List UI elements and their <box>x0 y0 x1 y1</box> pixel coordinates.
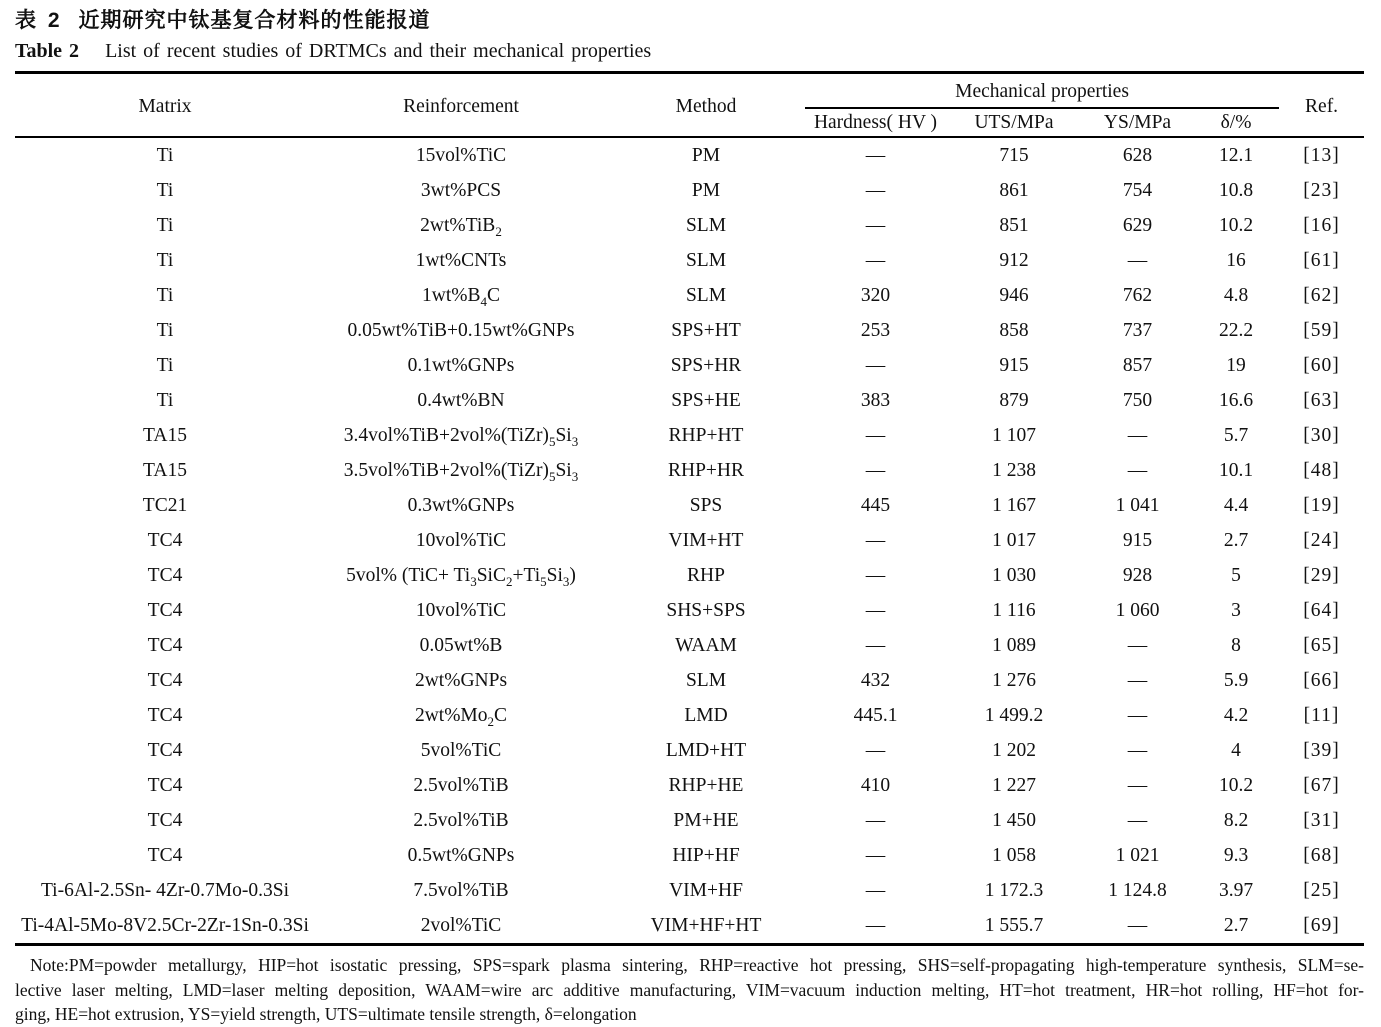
table-row <box>15 278 1364 313</box>
cell-uts: 1 555.7 <box>984 914 1044 936</box>
cell-method: HIP+HF <box>672 844 740 866</box>
cell-hardness: — <box>865 634 886 656</box>
cell-ys: 928 <box>1122 564 1153 586</box>
table-title-zh-label: 表 2 <box>15 9 63 32</box>
cell-ref: [65] <box>1303 634 1340 656</box>
cell-method: VIM+HF+HT <box>650 914 762 936</box>
cell-method: SLM <box>685 669 727 691</box>
cell-ref: [67] <box>1303 774 1340 796</box>
cell-ys: 1 021 <box>1115 844 1160 866</box>
table-row <box>15 208 1364 243</box>
cell-uts: 1 450 <box>992 809 1036 831</box>
cell-delta: 10.2 <box>1218 774 1254 796</box>
cell-reinforcement: 0.5wt%GNPs <box>407 844 515 866</box>
cell-matrix: TC4 <box>147 844 183 866</box>
cell-delta: 16.6 <box>1218 389 1254 411</box>
cell-uts: 1 167 <box>992 494 1036 516</box>
cell-reinforcement: 7.5vol%TiB <box>413 879 509 901</box>
cell-delta: 5.7 <box>1223 424 1249 446</box>
cell-ref: [23] <box>1303 179 1340 201</box>
cell-hardness: — <box>865 599 886 621</box>
cell-method: VIM+HF <box>669 879 743 901</box>
table-row <box>15 803 1364 838</box>
cell-reinforcement: 2wt%TiB$_2$ <box>420 214 502 239</box>
table-body <box>15 137 1364 945</box>
cell-hardness: — <box>865 214 886 236</box>
table-row <box>15 558 1364 593</box>
cell-matrix: Ti <box>156 389 174 411</box>
cell-ref: [60] <box>1303 354 1340 376</box>
cell-method: VIM+HT <box>668 529 744 551</box>
cell-uts: 1 030 <box>992 564 1036 586</box>
cell-delta: 3.97 <box>1218 879 1254 901</box>
table-row <box>15 908 1364 945</box>
table-row <box>15 488 1364 523</box>
cell-delta: 5 <box>1231 564 1241 586</box>
cell-ref: [25] <box>1303 879 1340 901</box>
cell-ys: 762 <box>1122 284 1153 306</box>
cell-ys: 1 124.8 <box>1108 879 1167 901</box>
table-row <box>15 873 1364 908</box>
cell-ys: — <box>1127 634 1148 656</box>
cell-delta: 4.4 <box>1223 494 1249 516</box>
cell-reinforcement: 2.5vol%TiB <box>413 774 509 796</box>
cell-method: SPS <box>689 494 723 516</box>
table-row <box>15 628 1364 663</box>
cell-matrix: TC4 <box>147 529 183 551</box>
table-row <box>15 768 1364 803</box>
column-header-reinforcement: Reinforcement <box>403 95 519 117</box>
cell-ys: — <box>1127 669 1148 691</box>
cell-delta: 4.2 <box>1223 704 1249 726</box>
cell-uts: 715 <box>999 144 1029 166</box>
cell-uts: 1 499.2 <box>984 704 1044 726</box>
table-row <box>15 698 1364 733</box>
table-row <box>15 313 1364 348</box>
cell-ys: — <box>1127 704 1148 726</box>
cell-ys: — <box>1127 914 1148 936</box>
cell-matrix: TA15 <box>143 424 187 446</box>
cell-reinforcement: 15vol%TiC <box>415 144 507 166</box>
cell-uts: 1 116 <box>992 599 1036 621</box>
cell-ys: 737 <box>1122 319 1153 341</box>
column-header-method: Method <box>675 95 737 117</box>
cell-hardness: 253 <box>860 319 891 341</box>
cell-hardness: — <box>865 249 886 271</box>
cell-uts: 879 <box>999 389 1029 411</box>
cell-reinforcement: 10vol%TiC <box>415 529 507 551</box>
cell-ys: 1 060 <box>1115 599 1160 621</box>
column-header-ys: YS/MPa <box>1103 111 1172 133</box>
cell-hardness: — <box>865 879 886 901</box>
cell-ref: [39] <box>1303 739 1340 761</box>
note-line-2: lective laser melting, LMD=laser melting deposition, WAAM=wire arc additive manufacturing, VIM=vacuum induction melting, HT=hot treatment, HR=hot rolling, HF=hot for- <box>15 979 1364 1000</box>
table-title-zh-text: 近期研究中钛基复合材料的性能报道 <box>78 9 431 32</box>
cell-delta: 4 <box>1231 739 1241 761</box>
cell-method: LMD <box>684 704 728 726</box>
cell-matrix: TC4 <box>147 704 183 726</box>
properties-table <box>15 71 1364 946</box>
cell-hardness: 410 <box>860 774 891 796</box>
cell-delta: 16 <box>1226 249 1246 271</box>
cell-method: RHP+HR <box>667 459 745 481</box>
cell-matrix: TC21 <box>142 494 188 516</box>
cell-matrix: Ti <box>156 179 174 201</box>
cell-ref: [19] <box>1303 494 1340 516</box>
cell-matrix: TC4 <box>147 599 183 621</box>
cell-ys: — <box>1127 249 1148 271</box>
table-row <box>15 733 1364 768</box>
column-header-matrix: Matrix <box>138 95 192 117</box>
cell-matrix: TC4 <box>147 774 183 796</box>
cell-matrix: TC4 <box>147 564 183 586</box>
table-title-en-label: Table 2 <box>15 40 80 62</box>
cell-delta: 10.1 <box>1218 459 1254 481</box>
cell-ref: [62] <box>1303 284 1340 306</box>
column-group-mechanical-properties: Mechanical properties <box>805 73 1279 109</box>
cell-ys: — <box>1127 424 1148 446</box>
cell-reinforcement: $1wt\%B_4C$ <box>421 284 500 309</box>
cell-matrix: Ti <box>156 354 174 376</box>
note-line-3: ging, HE=hot extrusion, YS=yield strength, UTS=ultimate tensile strength, δ=elongation <box>15 1004 637 1024</box>
cell-uts: 1 089 <box>992 634 1036 656</box>
cell-ref: [59] <box>1303 319 1340 341</box>
cell-method: PM <box>691 179 721 201</box>
table-title-en <box>15 38 1364 64</box>
cell-method: SLM <box>685 284 727 306</box>
cell-ref: [63] <box>1303 389 1340 411</box>
cell-ref: [30] <box>1303 424 1340 446</box>
cell-reinforcement: 0.05wt%TiB+0.15wt%GNPs <box>347 319 575 341</box>
cell-method: SPS+HT <box>671 319 741 341</box>
cell-reinforcement: 0.4wt%BN <box>417 389 505 411</box>
cell-method: SLM <box>685 249 727 271</box>
table-title-zh <box>15 6 1364 36</box>
cell-uts: 915 <box>999 354 1029 376</box>
cell-hardness: — <box>865 179 886 201</box>
cell-method: RHP+HT <box>668 424 744 446</box>
table-row <box>15 663 1364 698</box>
cell-hardness: — <box>865 459 886 481</box>
cell-uts: 861 <box>999 179 1029 201</box>
table-header <box>15 73 1364 138</box>
cell-ref: [64] <box>1303 599 1340 621</box>
cell-uts: 858 <box>999 319 1029 341</box>
cell-uts: 1 227 <box>992 774 1036 796</box>
cell-reinforcement: 2.5vol%TiB <box>413 809 509 831</box>
cell-reinforcement: 2vol%TiC <box>420 914 502 936</box>
table-row <box>15 173 1364 208</box>
cell-ys: 915 <box>1122 529 1153 551</box>
cell-uts: 946 <box>999 284 1029 306</box>
cell-method: SPS+HE <box>671 389 741 411</box>
cell-reinforcement: 0.1wt%GNPs <box>407 354 515 376</box>
cell-delta: 12.1 <box>1218 144 1254 166</box>
cell-method: RHP <box>687 564 725 586</box>
cell-hardness: — <box>865 914 886 936</box>
table-row <box>15 348 1364 383</box>
cell-ys: 1 041 <box>1115 494 1160 516</box>
cell-delta: 3 <box>1231 599 1241 621</box>
cell-method: SPS+HR <box>670 354 742 376</box>
cell-matrix: Ti-6Al-2.5Sn- 4Zr-0.7Mo-0.3Si <box>40 879 290 901</box>
cell-matrix: Ti <box>156 319 174 341</box>
cell-ref: [11] <box>1303 704 1340 726</box>
cell-method: LMD+HT <box>665 739 747 761</box>
cell-matrix: Ti <box>156 214 174 236</box>
table-row <box>15 243 1364 278</box>
cell-matrix: Ti <box>156 249 174 271</box>
cell-ref: [31] <box>1303 809 1340 831</box>
cell-ys: 629 <box>1122 214 1153 236</box>
table-row <box>15 523 1364 558</box>
cell-reinforcement: 0.05wt%B <box>419 634 503 656</box>
cell-method: PM <box>691 144 721 166</box>
cell-ys: — <box>1127 774 1148 796</box>
cell-method: RHP+HE <box>668 774 744 796</box>
cell-ys: 628 <box>1122 144 1153 166</box>
cell-hardness: 383 <box>860 389 891 411</box>
table-row <box>15 838 1364 873</box>
cell-uts: 1 202 <box>992 739 1036 761</box>
cell-ys: 754 <box>1122 179 1153 201</box>
cell-uts: 912 <box>999 249 1029 271</box>
cell-matrix: Ti <box>156 284 174 306</box>
cell-hardness: — <box>865 529 886 551</box>
cell-delta: 19 <box>1226 354 1246 376</box>
cell-delta: 10.8 <box>1218 179 1254 201</box>
cell-delta: 2.7 <box>1223 529 1249 551</box>
cell-ref: [16] <box>1303 214 1340 236</box>
cell-reinforcement: $3.4vol\%TiB+2vol\%(TiZr)_5Si_3$ <box>343 424 579 449</box>
cell-hardness: — <box>865 424 886 446</box>
cell-reinforcement: 10vol%TiC <box>415 599 507 621</box>
cell-reinforcement: 1wt%CNTs <box>415 249 507 271</box>
cell-reinforcement: 3wt%PCS <box>420 179 502 201</box>
cell-ys: — <box>1127 809 1148 831</box>
cell-uts: 851 <box>999 214 1029 236</box>
table-title-en-text: List of recent studies of DRTMCs and their mechanical properties <box>105 40 652 62</box>
table-row <box>15 383 1364 418</box>
cell-ys: 750 <box>1122 389 1153 411</box>
cell-uts: 1 058 <box>992 844 1036 866</box>
cell-delta: 5.9 <box>1223 669 1249 691</box>
note-line-1: Note:PM=powder metallurgy, HIP=hot isostatic pressing, SPS=spark plasma sintering, RHP=reactive hot pressing, SHS=self-propagating high-temperature synthesis, SLM=se- <box>30 955 1364 975</box>
cell-matrix: Ti-4Al-5Mo-8V2.5Cr-2Zr-1Sn-0.3Si <box>21 914 309 936</box>
cell-delta: 8 <box>1231 634 1241 656</box>
cell-hardness: — <box>865 144 886 166</box>
cell-ref: [68] <box>1303 844 1340 866</box>
cell-hardness: — <box>865 739 886 761</box>
cell-matrix: TA15 <box>143 459 187 481</box>
table-note <box>15 953 1364 1027</box>
cell-matrix: TC4 <box>147 669 183 691</box>
cell-delta: 2.7 <box>1223 914 1249 936</box>
cell-delta: 4.8 <box>1223 284 1249 306</box>
cell-hardness: — <box>865 564 886 586</box>
cell-hardness: 432 <box>860 669 891 691</box>
cell-ys: — <box>1127 739 1148 761</box>
cell-ref: [13] <box>1303 144 1340 166</box>
table-row <box>15 418 1364 453</box>
cell-delta: 22.2 <box>1218 319 1254 341</box>
cell-matrix: TC4 <box>147 634 183 656</box>
cell-method: PM+HE <box>673 809 739 831</box>
cell-hardness: — <box>865 844 886 866</box>
cell-reinforcement: $3.5vol\%TiB+2vol\%(TiZr)_5Si_3$ <box>343 459 579 484</box>
table-row <box>15 453 1364 488</box>
column-header-delta: δ/% <box>1220 111 1252 133</box>
cell-reinforcement: 0.3wt%GNPs <box>407 494 515 516</box>
cell-ref: [29] <box>1303 564 1340 586</box>
column-header-hardness: Hardness( HV ) <box>813 111 938 133</box>
cell-matrix: Ti <box>156 144 174 166</box>
cell-reinforcement: 5vol%TiC <box>420 739 502 761</box>
cell-hardness: 320 <box>860 284 891 306</box>
cell-ref: [69] <box>1303 914 1340 936</box>
cell-uts: 1 276 <box>992 669 1036 691</box>
cell-hardness: — <box>865 354 886 376</box>
cell-method: SHS+SPS <box>666 599 746 621</box>
cell-uts: 1 172.3 <box>984 879 1044 901</box>
column-header-uts: UTS/MPa <box>974 111 1054 133</box>
table-row <box>15 137 1364 173</box>
cell-reinforcement: $2wt\%Mo_2C$ <box>414 704 508 729</box>
cell-ref: [66] <box>1303 669 1340 691</box>
cell-hardness: 445 <box>860 494 891 516</box>
cell-hardness: — <box>865 809 886 831</box>
cell-matrix: TC4 <box>147 739 183 761</box>
cell-hardness: 445.1 <box>853 704 898 726</box>
column-header-ref: Ref. <box>1305 95 1339 117</box>
cell-ref: [24] <box>1303 529 1340 551</box>
cell-method: SLM <box>685 214 727 236</box>
cell-ys: — <box>1127 459 1148 481</box>
cell-ref: [48] <box>1303 459 1340 481</box>
cell-ys: 857 <box>1122 354 1153 376</box>
cell-uts: 1 107 <box>992 424 1036 446</box>
cell-delta: 9.3 <box>1223 844 1249 866</box>
cell-matrix: TC4 <box>147 809 183 831</box>
cell-delta: 8.2 <box>1223 809 1249 831</box>
cell-ref: [61] <box>1303 249 1340 271</box>
cell-uts: 1 017 <box>992 529 1036 551</box>
cell-method: WAAM <box>675 634 737 656</box>
table-row <box>15 593 1364 628</box>
cell-delta: 10.2 <box>1218 214 1254 236</box>
cell-reinforcement: 2wt%GNPs <box>414 669 508 691</box>
cell-reinforcement: 5vol% $(TiC+ Ti_3SiC_2+Ti_5Si_3)$ <box>346 564 576 589</box>
cell-uts: 1 238 <box>992 459 1036 481</box>
